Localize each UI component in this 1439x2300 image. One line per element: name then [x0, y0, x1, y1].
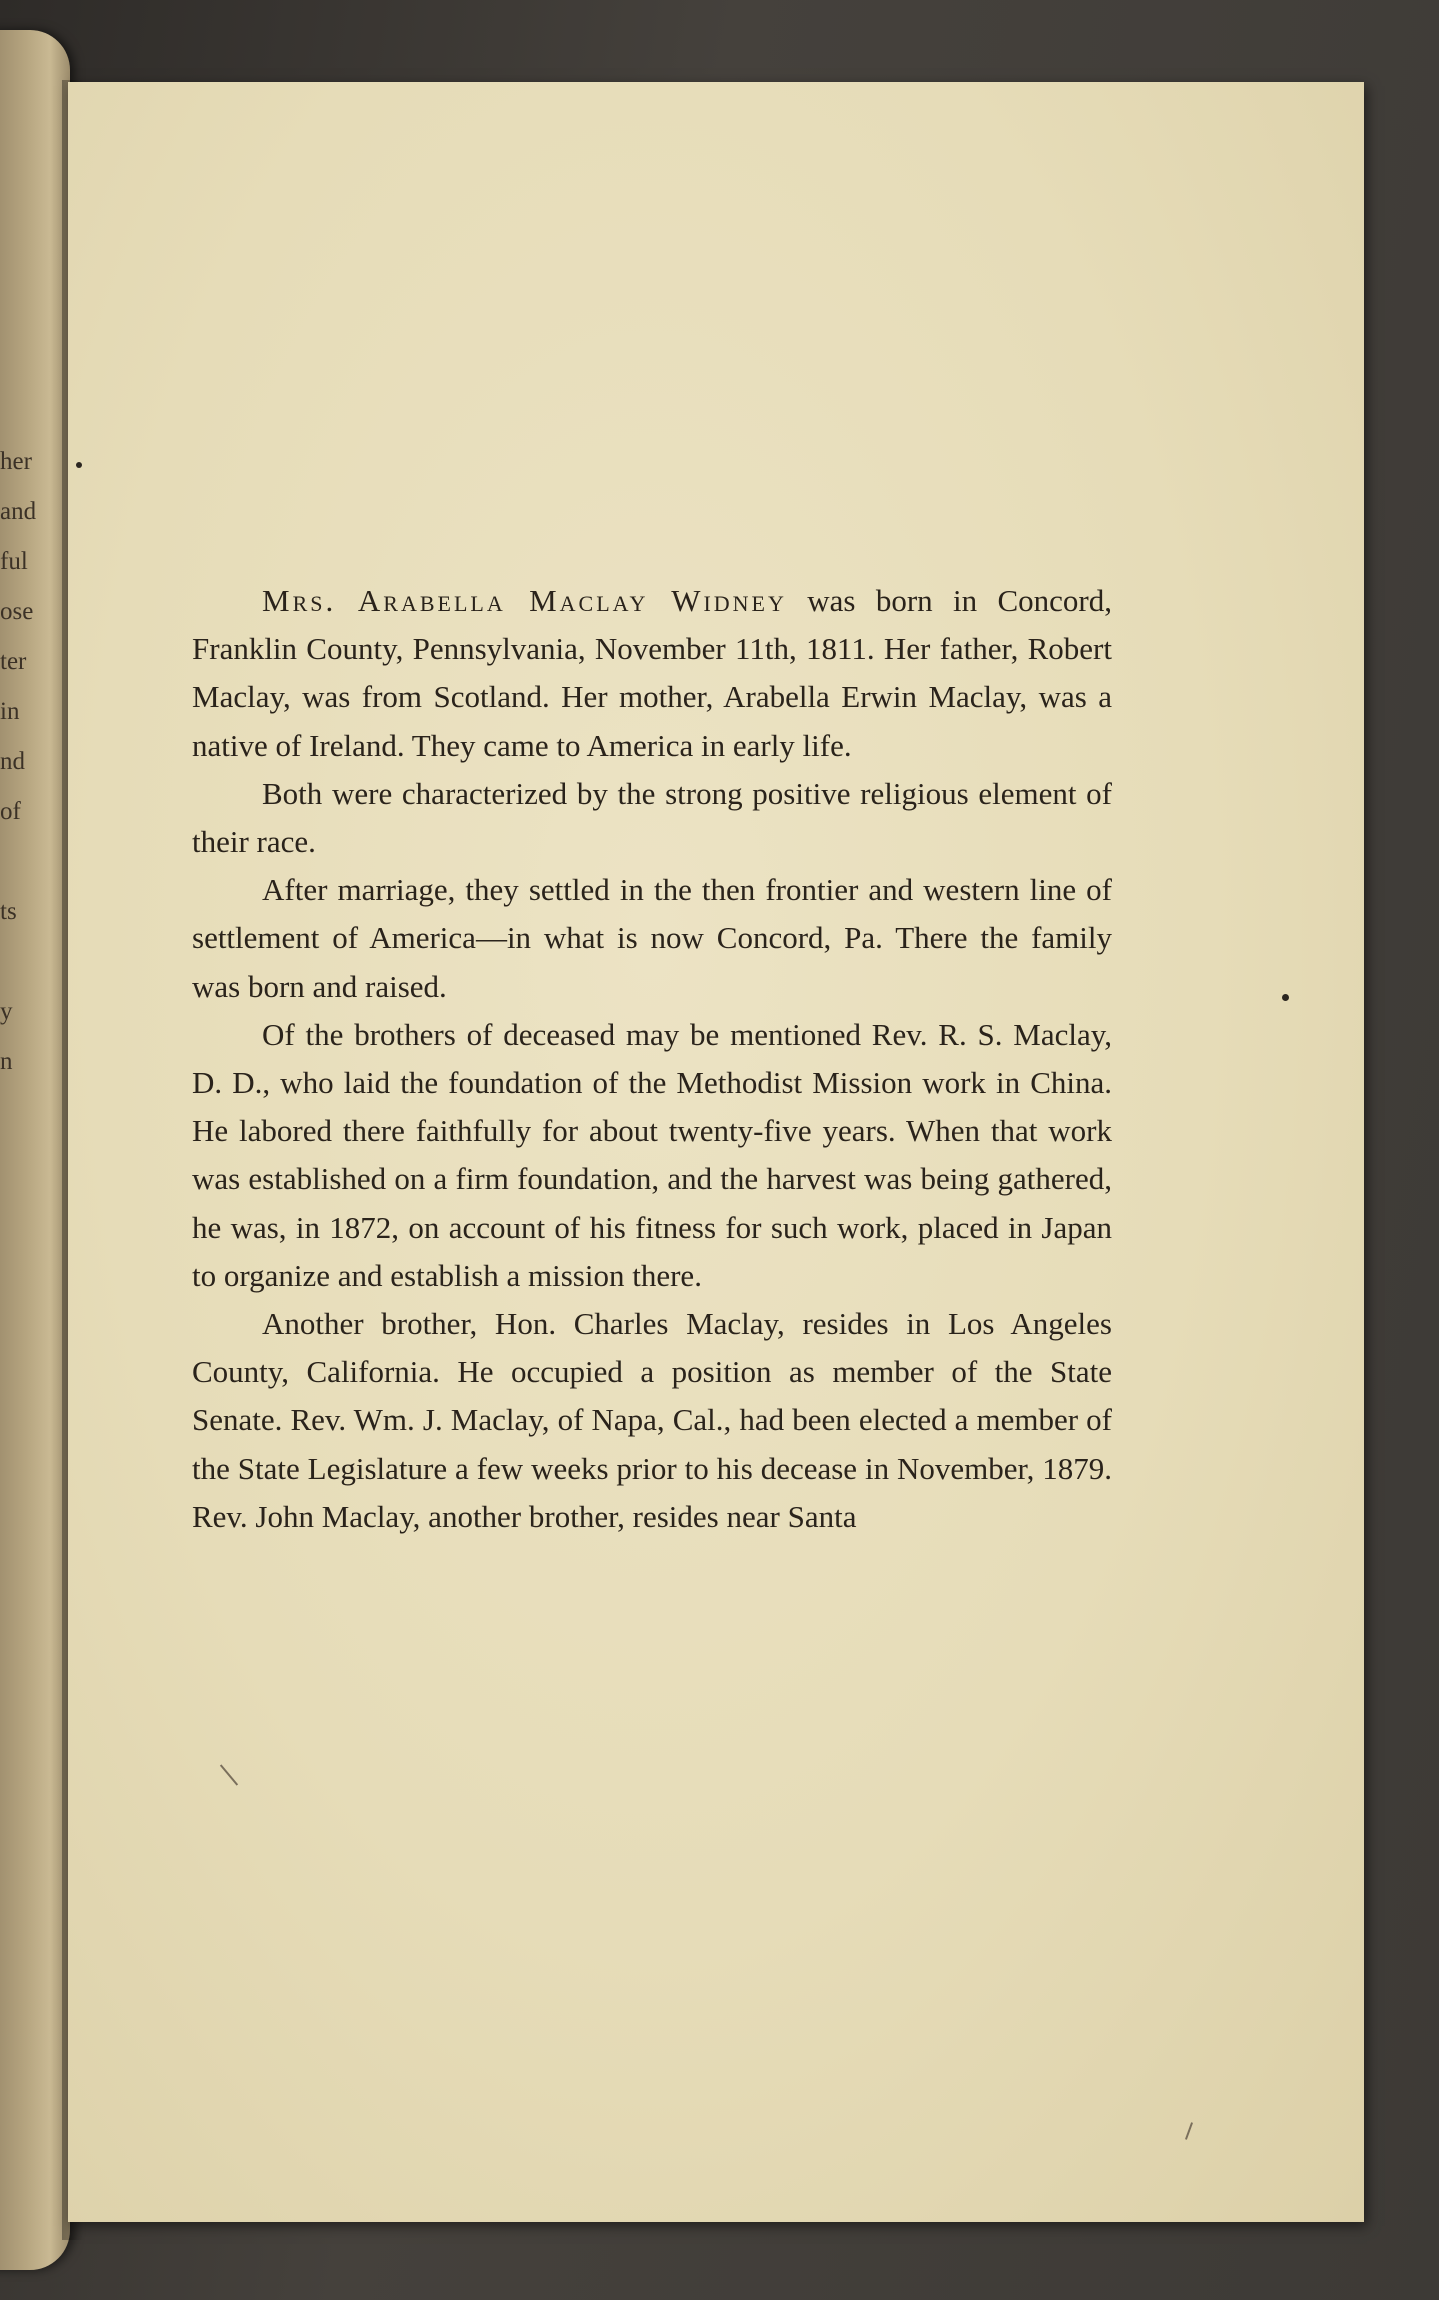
page-body-text	[192, 577, 1112, 1541]
previous-page-edge	[0, 30, 70, 2270]
pencil-mark	[1185, 2122, 1193, 2140]
left-page-fragment: ose	[0, 598, 34, 625]
ink-speck	[1282, 994, 1289, 1001]
paragraph: After marriage, they settled in the then frontier and western line of settlement of America—in what is now Concord, Pa. There the family was born and raised.	[192, 872, 1112, 1004]
left-page-fragment: in	[0, 698, 20, 725]
pencil-mark	[220, 1764, 238, 1785]
paragraph-opening	[192, 577, 1112, 770]
left-page-fragment: ful	[0, 548, 28, 575]
paragraph: Both were characterized by the strong positive religious element of their race.	[192, 775, 1112, 860]
left-page-fragment: n	[0, 1048, 13, 1075]
left-page-fragment: of	[0, 798, 21, 825]
left-page-fragment: her	[0, 448, 32, 475]
paragraph: Of the brothers of deceased may be mentioned Rev. R. S. Maclay, D. D., who laid the foundation of the Methodist Mission work in China. He labored there faithfully for about twenty-five years. When that work was established on a firm foundation, and the harvest was being gathered, he was, in 1872, on account of his fitness for such work, placed in Japan to organize and establish a mission there.	[192, 1016, 1112, 1293]
left-page-fragment: ts	[0, 898, 17, 925]
left-page-fragment: nd	[0, 748, 25, 775]
left-page-fragment: and	[0, 498, 37, 525]
opening-text: was born in Concord, Franklin County, Pennsylvania, November 11th, 1811. Her father, Robert Maclay, was from Scotland. Her mother, Arabella Erwin Maclay, was a native of Ireland. They came to America in early life.	[192, 583, 1113, 763]
paragraph: Another brother, Hon. Charles Maclay, resides in Los Angeles County, California. He occupied a position as member of the State Senate. Rev. Wm. J. Maclay, of Napa, Cal., had been elected a member of the State Legislature a few weeks prior to his decease in November, 1879. Rev. John Maclay, another brother, resides near Santa	[192, 1306, 1112, 1534]
left-page-fragment: ter	[0, 648, 27, 675]
ink-speck	[76, 462, 82, 468]
left-page-fragment: y	[0, 998, 13, 1025]
subject-name: Mrs. Arabella Maclay Widney	[262, 583, 787, 618]
book-page	[68, 82, 1364, 2222]
